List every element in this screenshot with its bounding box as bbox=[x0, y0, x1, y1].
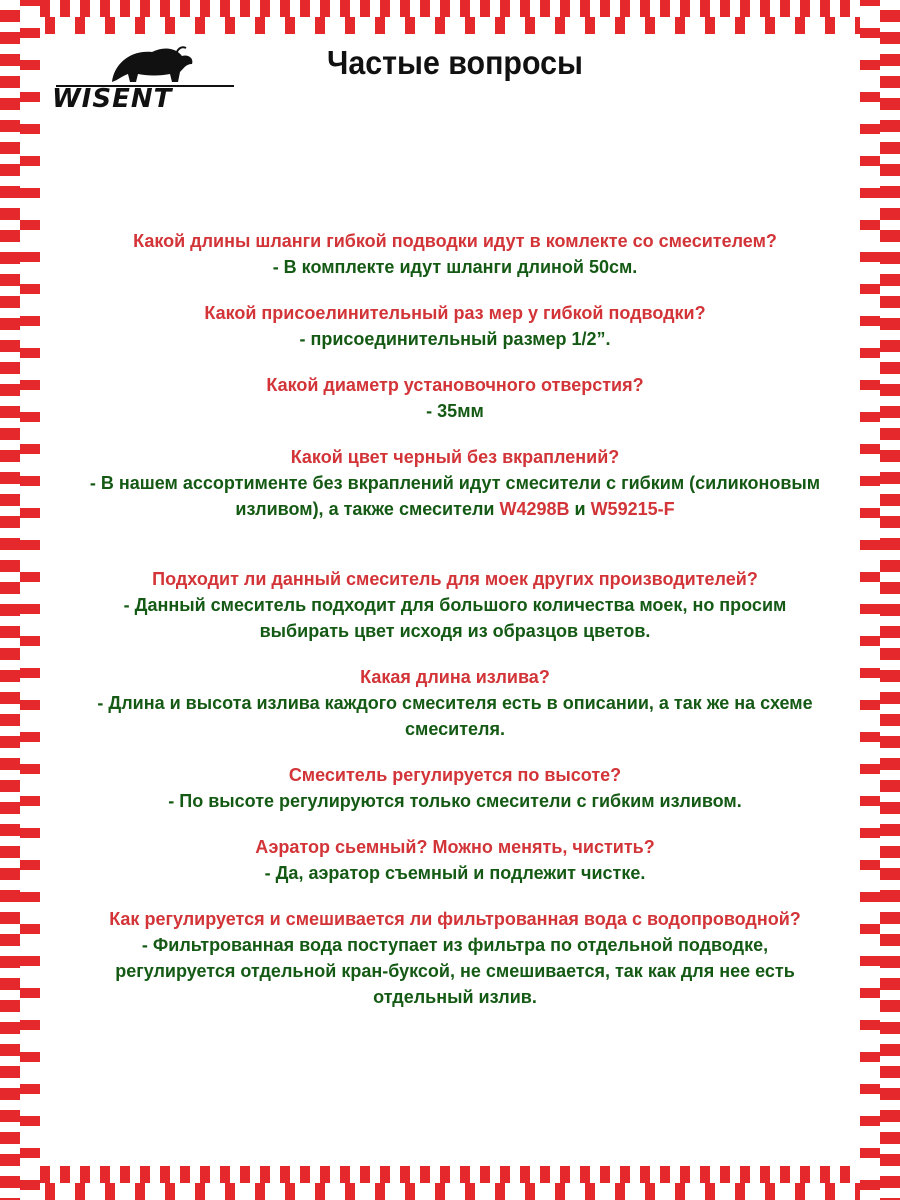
faq-answer bbox=[60, 470, 850, 522]
faq-answer-line: регулируется отдельной кран-буксой, не смешивается, так как для нее есть bbox=[115, 961, 795, 981]
faq-answer-line: - В нашем ассортименте без вкраплений идут смесители с гибким (силиконовым bbox=[89, 473, 821, 493]
product-sku: W59215-F bbox=[590, 499, 675, 519]
faq-question: Какой диаметр установочного отверстия? bbox=[266, 375, 644, 395]
faq-question: Смеситель регулируется по высоте? bbox=[288, 765, 622, 785]
bison-icon bbox=[52, 42, 236, 88]
faq-answer bbox=[60, 932, 850, 1010]
faq-answer-line: выбирать цвет исходя из образцов цветов. bbox=[259, 621, 651, 641]
faq-answer: - 35мм bbox=[426, 401, 484, 421]
faq-answer: - По высоте регулируются только смесители с гибким изливом. bbox=[168, 791, 742, 811]
faq-answer bbox=[60, 690, 850, 742]
page-title: Частые вопросы bbox=[327, 44, 583, 81]
ornament-border-bottom bbox=[0, 1166, 900, 1200]
faq-answer-line: смесителя. bbox=[405, 719, 505, 739]
faq-item bbox=[60, 444, 850, 522]
faq-answer bbox=[60, 592, 850, 644]
faq-item bbox=[60, 762, 850, 814]
faq-question: Какой цвет черный без вкраплений? bbox=[290, 447, 620, 467]
faq-item bbox=[60, 664, 850, 742]
faq-answer-line: - Длина и высота излива каждого смесителя есть в описании, а так же на схеме bbox=[97, 693, 813, 713]
faq-answer-line: - Данный смеситель подходит для большого количества моек, но просим bbox=[123, 595, 787, 615]
faq-question: Как регулируется и смешивается ли фильтрованная вода с водопроводной? bbox=[109, 909, 801, 929]
faq-item bbox=[60, 372, 850, 424]
faq-item bbox=[60, 906, 850, 1010]
faq-answer-text: и bbox=[569, 499, 591, 519]
ornament-border-left bbox=[0, 0, 40, 1200]
faq-item bbox=[60, 834, 850, 886]
faq-question: Подходит ли данный смеситель для моек других производителей? bbox=[152, 569, 758, 589]
faq-answer-line bbox=[60, 496, 850, 522]
product-sku: W4298B bbox=[499, 499, 570, 519]
faq-question: Какая длина излива? bbox=[360, 667, 550, 687]
faq-answer: - Да, аэратор съемный и подлежит чистке. bbox=[264, 863, 646, 883]
faq-list bbox=[60, 228, 850, 1030]
faq-answer-line: отдельный излив. bbox=[373, 987, 537, 1007]
faq-item bbox=[60, 566, 850, 644]
ornament-border-right bbox=[860, 0, 900, 1200]
faq-question: Какой длины шланги гибкой подводки идут в комлекте со смесителем? bbox=[133, 231, 777, 251]
brand-logo bbox=[52, 42, 236, 114]
faq-answer: - присоединительный размер 1/2”. bbox=[299, 329, 611, 349]
faq-answer-text: изливом), а также смесители bbox=[235, 499, 500, 519]
faq-answer: - В комплекте идут шланги длиной 50см. bbox=[272, 257, 638, 277]
faq-question: Какой присоелинительный раз мер у гибкой подводки? bbox=[204, 303, 706, 323]
faq-answer-line: - Фильтрованная вода поступает из фильтра по отдельной подводке, bbox=[141, 935, 769, 955]
brand-logo-text: WISENT bbox=[52, 84, 173, 114]
faq-item bbox=[60, 228, 850, 280]
faq-question: Аэратор сьемный? Можно менять, чистить? bbox=[255, 837, 655, 857]
faq-item bbox=[60, 300, 850, 352]
ornament-border-top bbox=[0, 0, 900, 34]
